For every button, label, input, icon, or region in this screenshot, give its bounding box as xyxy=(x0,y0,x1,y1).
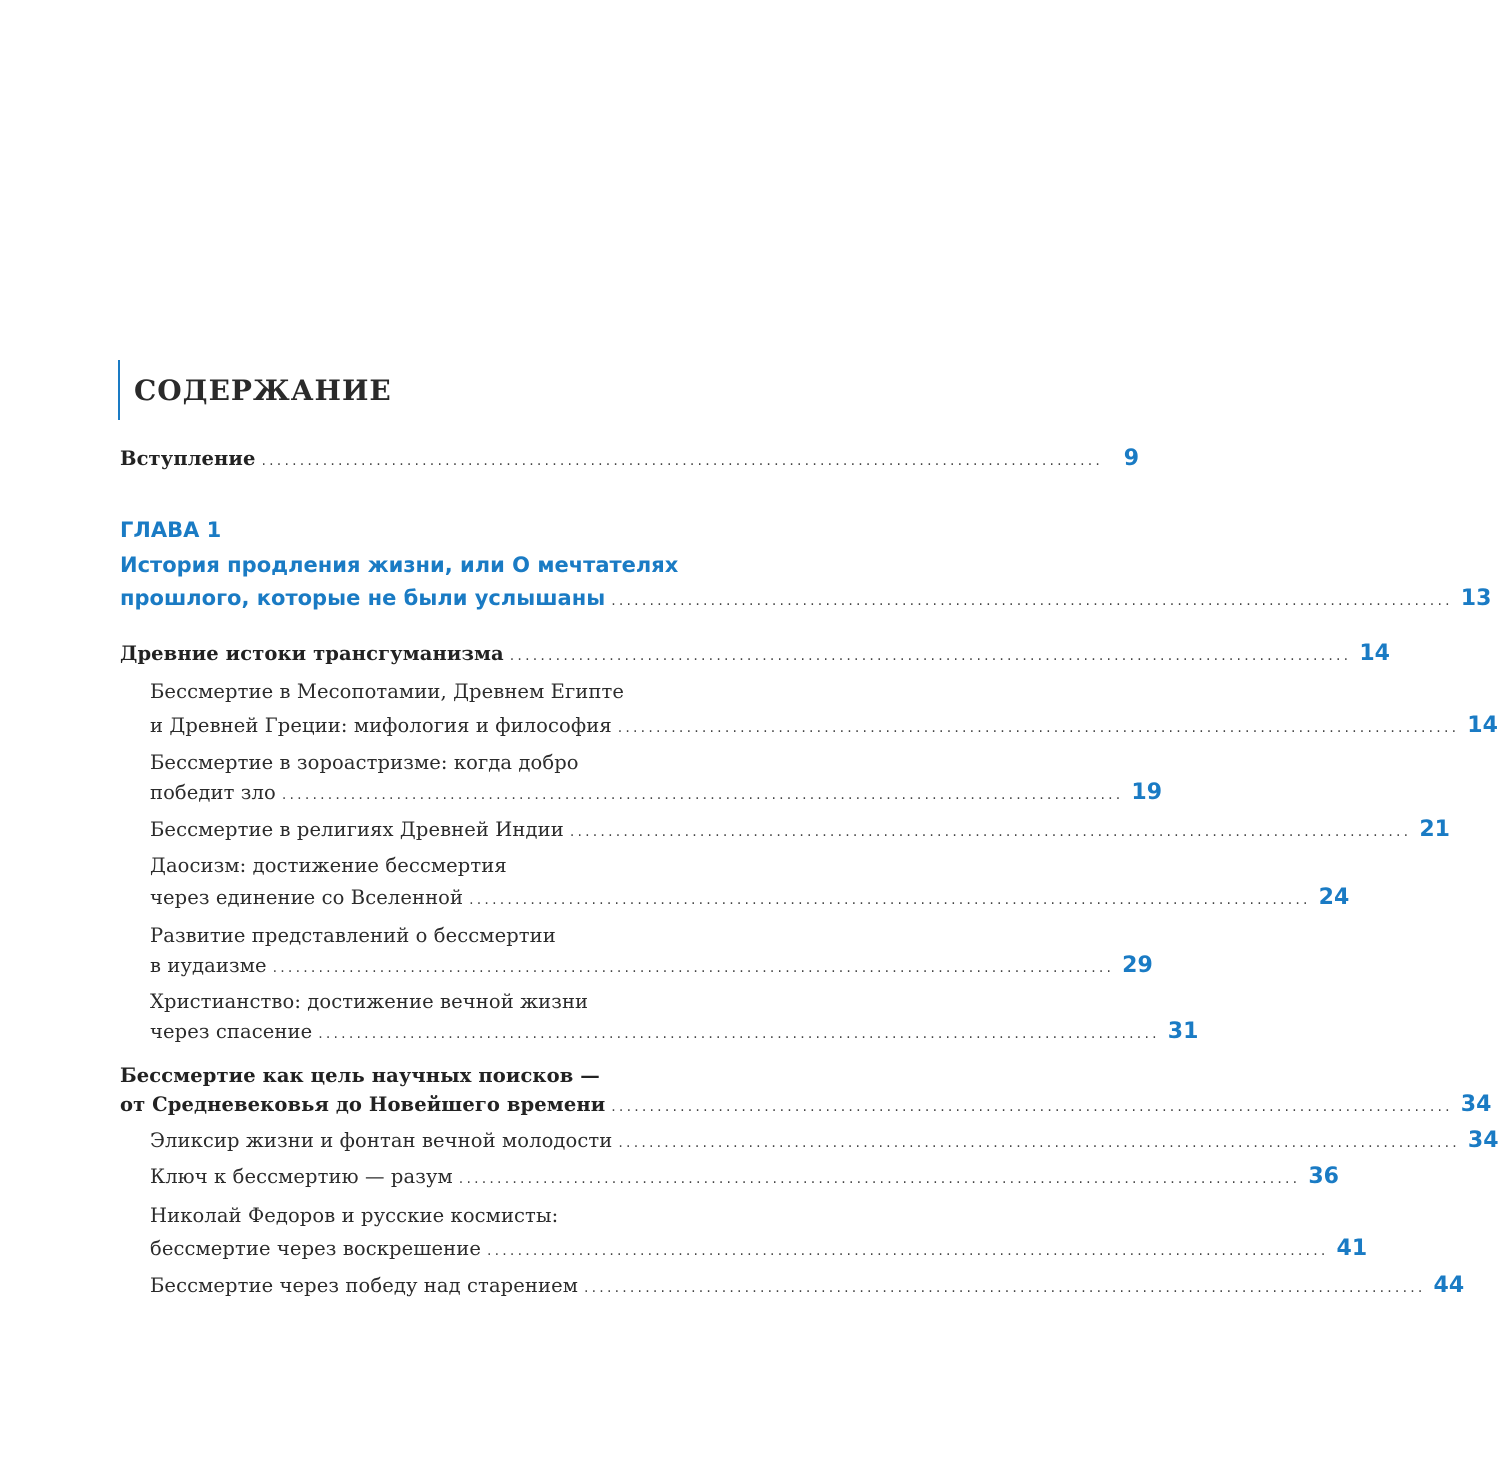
toc-subentry-line1: Бессмертие в зороастризме: когда добро xyxy=(150,751,579,774)
title-accent-bar xyxy=(118,360,392,420)
dot-leader: .............................................................................................................. xyxy=(486,1243,1329,1259)
toc-subentry[interactable] xyxy=(150,1273,1465,1298)
toc-subentry[interactable] xyxy=(150,1164,1339,1189)
dot-leader: .............................................................................................................. xyxy=(272,960,1115,976)
toc-subentry-line1: Николай Федоров и русские космисты: xyxy=(150,1204,559,1227)
page-number: 36 xyxy=(1308,1164,1339,1189)
toc-subentry[interactable] xyxy=(150,1019,1199,1044)
dot-leader: .............................................................................................................. xyxy=(469,892,1311,908)
toc-subentry[interactable] xyxy=(150,780,1163,805)
toc-entry-text: Бессмертие в религиях Древней Индии xyxy=(150,818,564,841)
page-number: 24 xyxy=(1318,885,1350,910)
dot-leader: .............................................................................................................. xyxy=(611,1099,1453,1115)
dot-leader: .............................................................................................................. xyxy=(618,1135,1460,1151)
page-number: 34 xyxy=(1460,1092,1492,1117)
page-number: 19 xyxy=(1131,780,1163,805)
toc-entry-text: Эликсир жизни и фонтан вечной молодости xyxy=(150,1129,613,1152)
toc-entry-chapter1[interactable] xyxy=(120,586,1492,611)
toc-entry-text: победит зло xyxy=(150,781,276,804)
page-number: 41 xyxy=(1336,1236,1368,1261)
toc-entry-section[interactable] xyxy=(120,1092,1492,1117)
toc-entry-text: через единение со Вселенной xyxy=(150,886,464,909)
page-number: 9 xyxy=(1123,446,1140,471)
toc-entry-line1: Бессмертие как цель научных поисков — xyxy=(120,1064,600,1087)
page-number: 14 xyxy=(1359,641,1390,666)
dot-leader: .............................................................................................................. xyxy=(584,1280,1426,1296)
page-title: СОДЕРЖАНИЕ xyxy=(134,374,392,407)
page-number: 29 xyxy=(1122,953,1153,978)
toc-entry-text: и Древней Греции: мифология и философия xyxy=(150,714,612,737)
toc-entry-text: Древние истоки трансгуманизма xyxy=(120,642,504,665)
page-number: 44 xyxy=(1433,1273,1465,1298)
toc-subentry[interactable] xyxy=(150,713,1498,738)
dot-leader: .............................................................................................................. xyxy=(458,1171,1301,1187)
dot-leader: .............................................................................................................. xyxy=(261,453,1104,469)
chapter-title-line1: История продления жизни, или О мечтателях xyxy=(120,553,679,577)
toc-subentry-line1: Даосизм: достижение бессмертия xyxy=(150,854,507,877)
dot-leader: .............................................................................................................. xyxy=(569,824,1412,840)
page-number: 13 xyxy=(1460,586,1492,611)
chapter-label: ГЛАВА 1 xyxy=(120,518,222,542)
dot-leader: .............................................................................................................. xyxy=(281,787,1124,803)
toc-entry-text: Ключ к бессмертию — разум xyxy=(150,1165,453,1188)
page-number: 34 xyxy=(1467,1128,1499,1153)
toc-subentry[interactable] xyxy=(150,817,1450,842)
toc-subentry[interactable] xyxy=(150,885,1350,910)
toc-entry-text: Вступление xyxy=(120,447,256,470)
toc-entry-text: Бессмертие через победу над старением xyxy=(150,1274,578,1297)
page-number: 31 xyxy=(1167,1019,1199,1044)
page-number: 14 xyxy=(1467,713,1498,738)
toc-entry-text: от Средневековья до Новейшего времени xyxy=(120,1093,606,1116)
toc-subentry-line1: Бессмертие в Месопотамии, Древнем Египте xyxy=(150,680,625,703)
toc-subentry[interactable] xyxy=(150,1128,1499,1153)
dot-leader: .............................................................................................................. xyxy=(611,593,1453,609)
page-number: 21 xyxy=(1419,817,1450,842)
dot-leader: .............................................................................................................. xyxy=(617,720,1460,736)
toc-subentry-line1: Христианство: достижение вечной жизни xyxy=(150,990,589,1013)
toc-entry-intro[interactable] xyxy=(120,446,1140,471)
toc-subentry-line1: Развитие представлений о бессмертии xyxy=(150,924,556,947)
toc-entry-text: бессмертие через воскрешение xyxy=(150,1237,481,1260)
toc-entry-text: через спасение xyxy=(150,1020,313,1043)
dot-leader: .............................................................................................................. xyxy=(509,648,1352,664)
toc-entry-text: в иудаизме xyxy=(150,954,267,977)
toc-subentry[interactable] xyxy=(150,953,1153,978)
toc-entry-section[interactable] xyxy=(120,641,1390,666)
dot-leader: .............................................................................................................. xyxy=(318,1026,1160,1042)
chapter-title-line2: прошлого, которые не были услышаны xyxy=(120,586,606,610)
toc-subentry[interactable] xyxy=(150,1236,1368,1261)
